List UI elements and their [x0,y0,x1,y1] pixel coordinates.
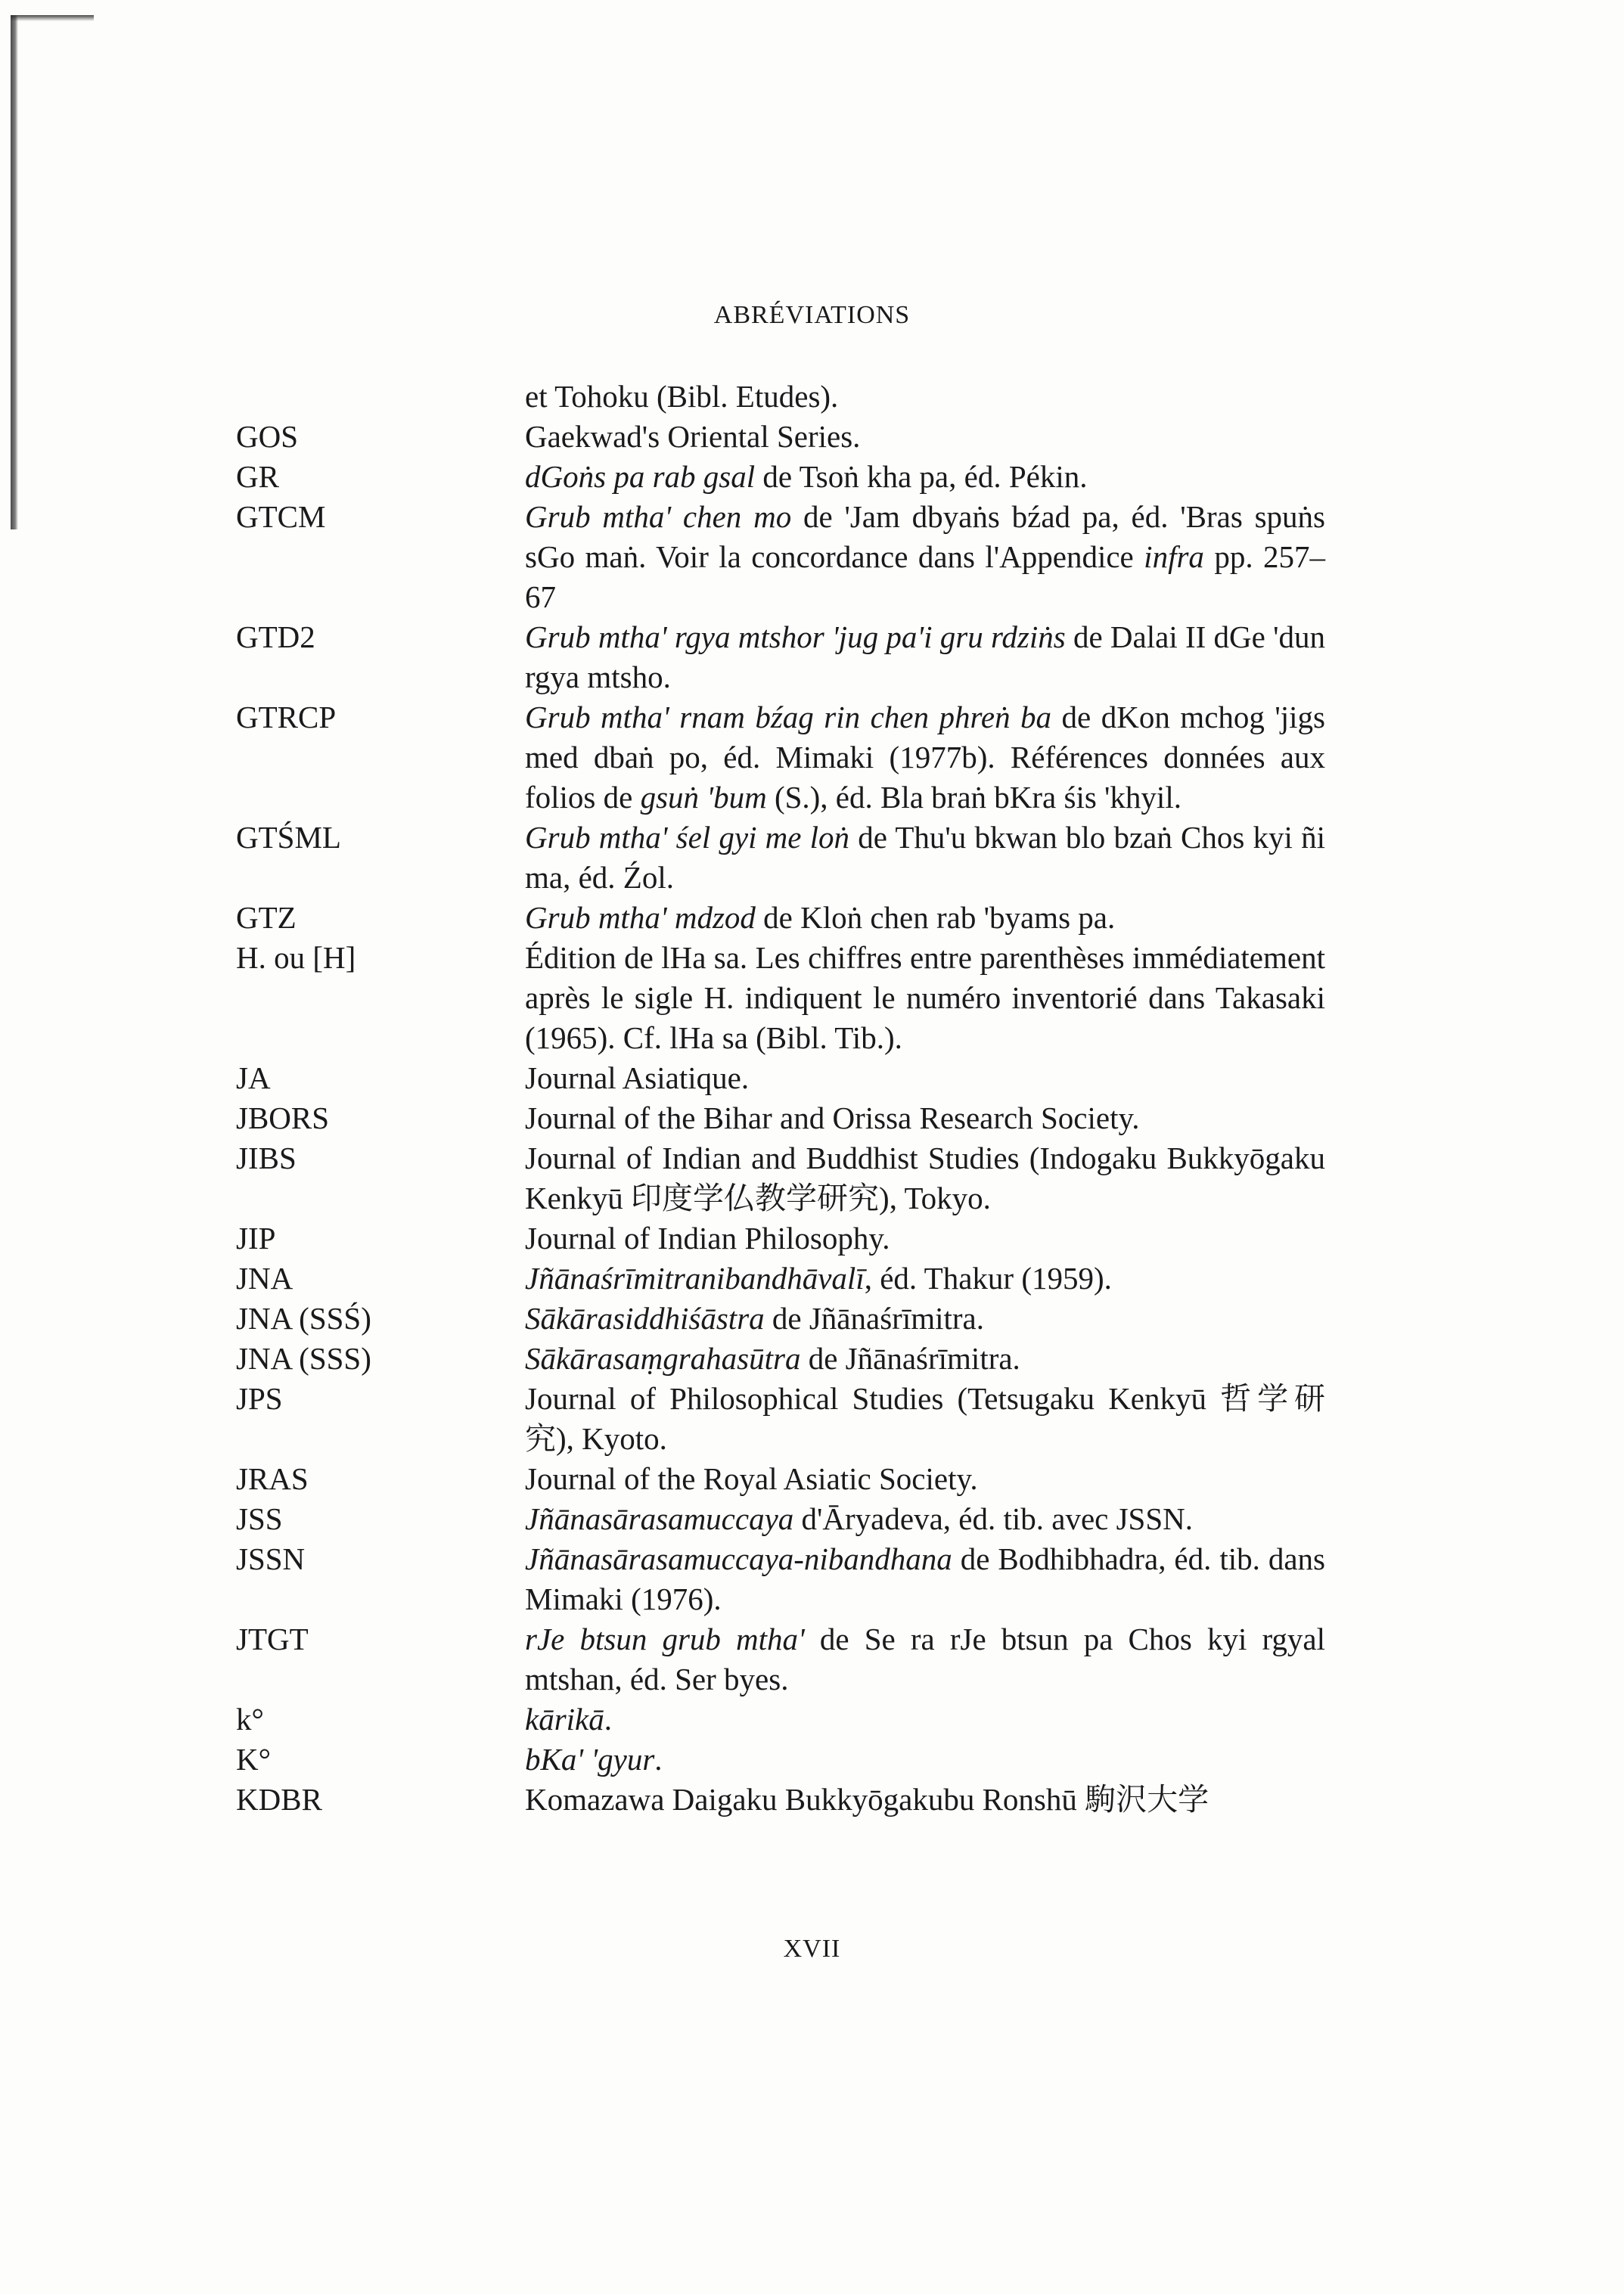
abbreviation-entry [236,1539,1325,1619]
abbreviation-definition: Gaekwad's Oriental Series. [525,419,861,454]
abbreviation-term: GTZ [236,900,297,935]
abbreviation-term: JRAS [236,1461,309,1496]
abbreviation-definition: Jñānasārasamuccaya-nibandhana de Bodhibhadra, éd. tib. dans Mimaki (1976). [525,1541,1325,1616]
abbreviation-definition: Komazawa Daigaku Bukkyōgakubu Ronshū 駒沢大学 [525,1782,1209,1817]
abbreviation-definition: Jñānasārasamuccaya d'Āryadeva, éd. tib. avec JSSN. [525,1501,1194,1536]
abbreviation-term: JSS [236,1501,283,1536]
abbreviation-definition: Jñānaśrīmitranibandhāvalī, éd. Thakur (1959). [525,1261,1112,1296]
abbreviation-term: JPS [236,1381,283,1416]
abbreviation-entry [236,938,1325,1058]
abbreviation-term: JBORS [236,1100,330,1135]
abbreviation-list [236,377,1325,1820]
abbreviation-definition: Grub mtha' rgya mtshor 'jug pa'i gru rdziṅs de Dalai II dGe 'dun rgya mtsho. [525,619,1325,694]
abbreviation-entry [236,1138,1325,1218]
abbreviation-entry [236,1780,1325,1820]
abbreviation-entry [236,377,1325,417]
abbreviation-term: JNA (SSŚ) [236,1301,371,1336]
abbreviation-entry [236,497,1325,617]
page-number: XVII [783,1935,841,1963]
abbreviation-definition: rJe btsun grub mtha' de Se ra rJe btsun pa Chos kyi rgyal mtshan, éd. Ser byes. [525,1622,1325,1696]
abbreviation-entry [236,1299,1325,1339]
abbreviation-entry [236,697,1325,818]
abbreviation-term: JSSN [236,1541,306,1576]
abbreviation-definition: bKa' 'gyur. [525,1742,663,1777]
abbreviation-entry [236,1098,1325,1138]
abbreviation-entry [236,1379,1325,1459]
abbreviation-entry [236,1499,1325,1539]
abbreviation-term: GTD2 [236,619,315,654]
abbreviation-definition: Journal of the Bihar and Orissa Research Society. [525,1100,1140,1135]
abbreviation-entry [236,818,1325,898]
abbreviation-term: GTCM [236,499,326,534]
abbreviation-term: K° [236,1742,272,1777]
abbreviation-term: GR [236,459,279,494]
scan-corner-shadow [11,15,94,21]
abbreviation-entry [236,1339,1325,1379]
abbreviation-entry [236,898,1325,938]
abbreviation-term: KDBR [236,1782,322,1817]
abbreviation-term: JTGT [236,1622,309,1656]
abbreviation-term: H. ou [H] [236,940,356,975]
abbreviation-term: GTRCP [236,700,337,734]
abbreviation-definition: Sākārasaṃgrahasūtra de Jñānaśrīmitra. [525,1341,1020,1376]
abbreviation-definition: Journal of Indian and Buddhist Studies (Indogaku Bukkyōgaku Kenkyū 印度学仏教学研究), Tokyo. [525,1141,1325,1215]
abbreviation-entry [236,1459,1325,1499]
abbreviation-definition: dGoṅs pa rab gsal de Tsoṅ kha pa, éd. Pékin. [525,459,1088,494]
abbreviation-definition: Journal Asiatique. [525,1060,750,1095]
abbreviation-definition: Journal of Indian Philosophy. [525,1221,890,1256]
abbreviation-entry [236,1259,1325,1299]
abbreviation-term: JIBS [236,1141,297,1175]
abbreviation-entry [236,1058,1325,1098]
abbreviation-definition: Grub mtha' mdzod de Kloṅ chen rab 'byams pa. [525,900,1116,935]
abbreviation-definition: Sākārasiddhiśāstra de Jñānaśrīmitra. [525,1301,984,1336]
abbreviation-definition: Grub mtha' śel gyi me loṅ de Thu'u bkwan blo bzaṅ Chos kyi ñi ma, éd. Źol. [525,820,1325,895]
running-head: ABRÉVIATIONS [713,301,911,329]
abbreviation-term: GOS [236,419,299,454]
abbreviation-entry [236,1700,1325,1740]
abbreviation-definition: Journal of Philosophical Studies (Tetsugaku Kenkyū 哲学研究), Kyoto. [525,1381,1325,1456]
abbreviation-definition: Grub mtha' chen mo de 'Jam dbyaṅs bźad pa, éd. 'Bras spuṅs sGo maṅ. Voir la concordance dans l'Appendice infra pp. 257–67 [525,499,1326,614]
abbreviation-entry [236,617,1325,697]
abbreviation-definition: Édition de lHa sa. Les chiffres entre parenthèses immédiatement après le sigle H. indiquent le numéro inventorié dans Takasaki (1965). Cf. lHa sa (Bibl. Tib.). [525,940,1325,1055]
abbreviation-entry [236,457,1325,497]
abbreviation-term: GTŚML [236,820,341,855]
abbreviation-term: JNA [236,1261,293,1296]
abbreviation-entry [236,1619,1325,1700]
abbreviation-definition: kārikā. [525,1702,612,1737]
abbreviation-term: k° [236,1702,264,1737]
abbreviation-definition: Grub mtha' rnam bźag rin chen phreṅ ba de dKon mchog 'jigs med dbaṅ po, éd. Mimaki (1977b). Références données aux folios de gsuṅ 'bum (S.), éd. Bla braṅ bKra śis 'khyil. [525,700,1325,815]
abbreviation-term: JNA (SSS) [236,1341,371,1376]
scan-binding-shadow [11,15,18,529]
abbreviation-definition: et Tohoku (Bibl. Etudes). [525,379,839,414]
abbreviation-definition: Journal of the Royal Asiatic Society. [525,1461,978,1496]
abbreviation-entry [236,1218,1325,1259]
abbreviation-entry [236,417,1325,457]
abbreviation-term: JIP [236,1221,276,1256]
abbreviation-term: JA [236,1060,271,1095]
abbreviation-entry [236,1740,1325,1780]
